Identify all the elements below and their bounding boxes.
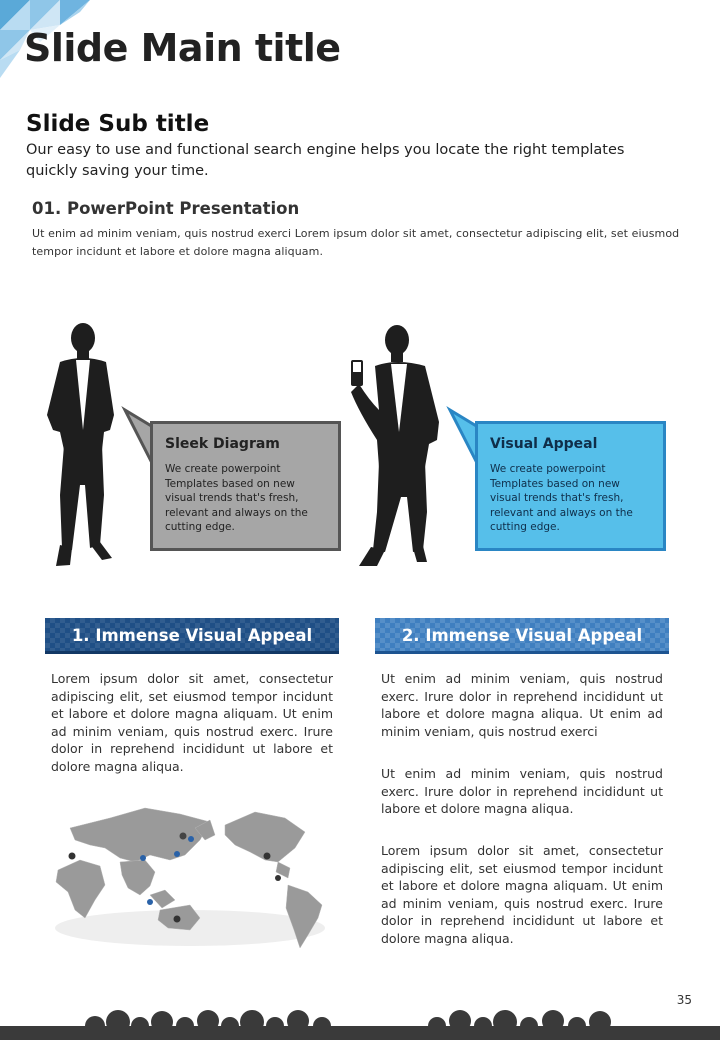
businessman-with-drink-silhouette-icon	[345, 322, 445, 572]
slide-main-title: Slide Main title	[24, 26, 341, 70]
column-2-paragraph-1: Ut enim ad minim veniam, quis nostrud exerc. Irure dolor in reprehend incididunt ut labore et dolore magna aliqua. Ut enim ad minim veniam, quis nostrud exerci	[381, 671, 663, 739]
sub-title-description: Our easy to use and functional search engine helps you locate the right templates quickly saving your time.	[26, 142, 625, 179]
callout-body: We create powerpoint Templates based on new visual trends that's fresh, relevant and always on the cutting edge.	[490, 463, 633, 533]
column-1-paragraph: Lorem ipsum dolor sit amet, consectetur adipiscing elit, set eiusmod tempor incidunt et labore et dolore magna aliquam. Ut enim ad minim veniam, quis nostrud exerc. Irure dolor in reprehend incididunt ut labore et dolore magna aliqua.	[51, 671, 333, 774]
world-map-icon	[50, 800, 335, 950]
callout-visual-appeal	[475, 421, 666, 551]
businessman-silhouette-icon	[40, 320, 125, 570]
column-2-banner: 2. Immense Visual Appeal	[375, 618, 669, 654]
section-heading: 01. PowerPoint Presentation	[32, 199, 300, 218]
column-2-paragraph-2: Ut enim ad minim veniam, quis nostrud exerc. Irure dolor in reprehend incididunt ut labore et dolore magna aliqua.	[381, 766, 663, 816]
column-2-paragraph-3: Lorem ipsum dolor sit amet, consectetur adipiscing elit, set eiusmod tempor incidunt et labore et dolore magna aliquam. Ut enim ad minim veniam, quis nostrud exerc. Irure dolor in reprehend incididunt ut labore et dolore magna aliqua.	[381, 843, 663, 946]
slide-sub-title: Slide Sub title	[26, 111, 210, 137]
callout-body: We create powerpoint Templates based on new visual trends that's fresh, relevant and always on the cutting edge.	[165, 463, 308, 533]
section-body-text: Ut enim ad minim veniam, quis nostrud exerci Lorem ipsum dolor sit amet, consectetur adipiscing elit, set eiusmod tempor incidunt et labore et dolore magna aliquam.	[32, 227, 680, 258]
callout-title: Visual Appeal	[490, 436, 598, 452]
callout-sleek-diagram	[150, 421, 341, 551]
footer-bar	[0, 1026, 720, 1040]
page-number: 35	[676, 993, 692, 1007]
column-1-banner: 1. Immense Visual Appeal	[45, 618, 339, 654]
callout-title: Sleek Diagram	[165, 436, 280, 452]
